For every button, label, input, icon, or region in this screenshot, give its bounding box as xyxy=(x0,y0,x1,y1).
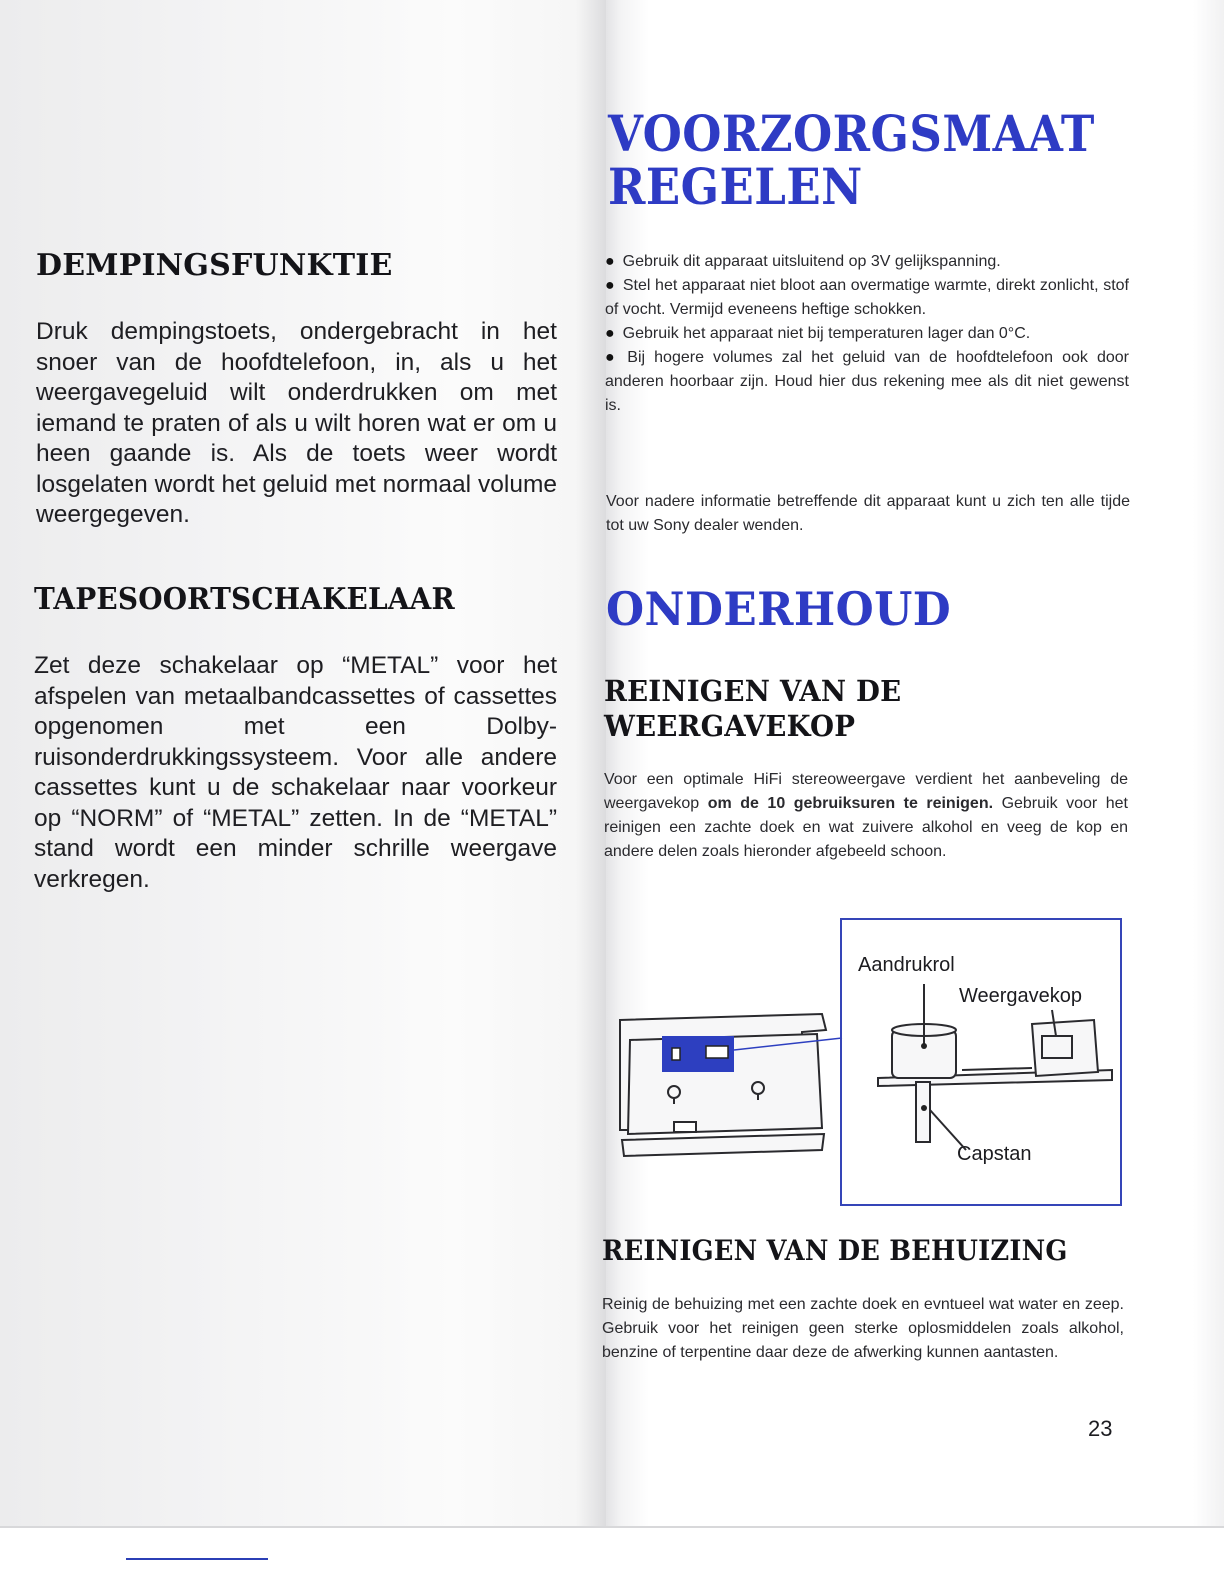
page-bottom-edge xyxy=(0,1526,1224,1586)
precaution-item xyxy=(605,250,1129,274)
head-cleaning-emphasis: om de 10 gebruiksuren te reinigen. xyxy=(707,795,994,812)
precaution-text: Gebruik het apparaat niet bij temperaturen lager dan 0°C. xyxy=(622,325,1031,342)
capstan-label: Capstan xyxy=(957,1143,1032,1165)
dempingsfunktie-body: Druk dempingstoets, ondergebracht in het snoer van de hoofdtelefoon, in, als u het weergavegeluid wilt onderdrukken om met iemand te praten of als u wilt horen wat er om u heen gaande is. Als de toets weer wordt losgelaten wordt het geluid met normaal volume weergegeven. xyxy=(36,318,557,528)
precaution-text: Bij hogere volumes zal het geluid van de hoofdtelefoon ook door anderen hoorbaar zijn. Houd hier dus rekening mee als dit niet gewenst is. xyxy=(605,349,1129,414)
precaution-text: Gebruik dit apparaat uitsluitend op 3V gelijkspanning. xyxy=(622,253,1001,270)
tapesoortschakelaar-heading: TAPESOORTSCHAKELAAR xyxy=(34,582,455,617)
reinigen-weergavekop-heading-line1: REINIGEN VAN DE xyxy=(604,674,902,708)
head-cleaning-text-cont: Gebruik voor het reinigen een zachte doek en wat zuivere alkohol en veeg de kop en andere delen zoals hieronder afgebeeld schoon. xyxy=(604,795,1128,860)
dealer-note: Voor nadere informatie betreffende dit apparaat kunt u zich ten alle tijde tot uw Sony dealer wenden. xyxy=(606,493,1130,534)
cassette-deck-illustration xyxy=(612,1000,844,1160)
voorzorgsmaatregelen-title-line1: VOORZORGSMAAT xyxy=(608,104,1095,163)
head-detail-illustration xyxy=(842,920,1120,1204)
dempingsfunktie-heading: DEMPINGSFUNKTIE xyxy=(36,248,393,283)
precaution-item xyxy=(605,274,1129,322)
playback-head-label: Weergavekop xyxy=(959,985,1083,1007)
reinigen-behuizing-heading: REINIGEN VAN DE BEHUIZING xyxy=(602,1234,1068,1267)
precaution-item xyxy=(605,322,1129,346)
head-cleaning-body xyxy=(604,768,1128,864)
bottom-accent-line xyxy=(126,1558,268,1560)
pinch-roller-label: Aandrukrol xyxy=(858,954,955,976)
page-number: 23 xyxy=(1088,1416,1113,1441)
reinigen-weergavekop-heading-line2: WEERGAVEKOP xyxy=(604,709,856,743)
onderhoud-title: ONDERHOUD xyxy=(606,582,952,636)
precautions-list xyxy=(605,250,1129,418)
precaution-item xyxy=(605,346,1129,418)
tapesoortschakelaar-body: Zet deze schakelaar op “METAL” voor het afspelen van metaalbandcassettes of cassettes opgenomen met een Dolby-ruisonderdrukkingssysteem. Voor alle andere cassettes kunt u de schakelaar naar voorkeur op “NORM” of “METAL” zetten. In de “METAL” stand wordt een minder schrille weergave verkregen. xyxy=(34,652,557,893)
precaution-text: Stel het apparaat niet bloot aan overmatige warmte, direkt zonlicht, stof of vocht. Vermijd eveneens heftige schokken. xyxy=(605,277,1129,318)
voorzorgsmaatregelen-title-line2: REGELEN xyxy=(608,157,863,216)
head-cleaning-text: Voor een optimale HiFi stereoweergave verdient het aanbeveling de weergavekop xyxy=(604,771,1128,812)
cabinet-cleaning-body: Reinig de behuizing met een zachte doek en evntueel wat water en zeep. Gebruik voor het reinigen geen sterke oplosmiddelen zoals alkohol, benzine of terpentine daar deze de afwerking kunnen aantasten. xyxy=(602,1296,1124,1361)
